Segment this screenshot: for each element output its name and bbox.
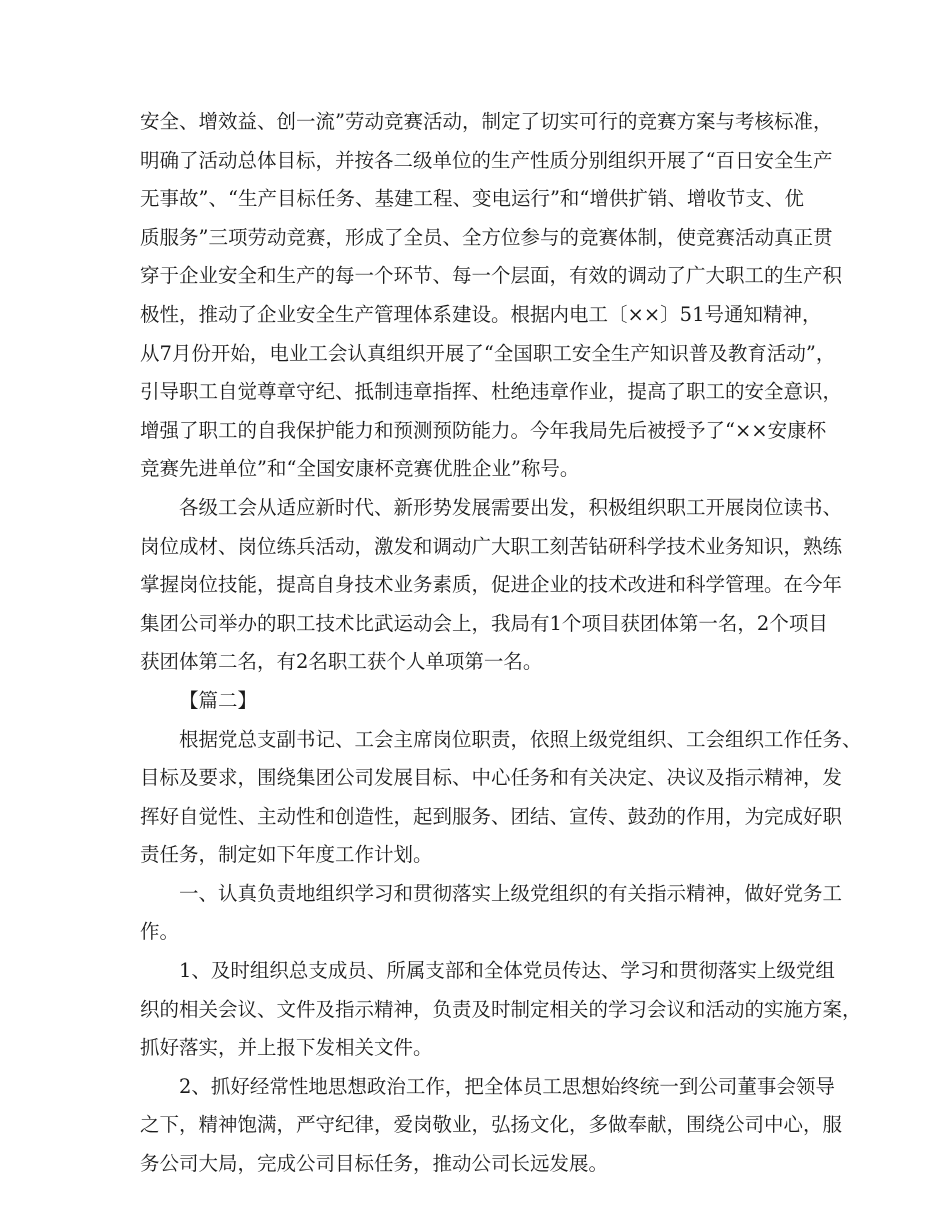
text-line: 之下，精神饱满，严守纪律，爱岗敬业，弘扬文化，多做奉献，围绕公司中心，服 — [140, 1113, 843, 1137]
section-heading — [140, 682, 830, 721]
text-line: 岗位成材、岗位练兵活动，激发和调动广大职工刻苦钻研科学技术业务知识，熟练 — [140, 534, 843, 558]
text-line: 作。 — [140, 920, 180, 944]
text-line: 2、抓好经常性地思想政治工作，把全体员工思想始终统一到公司董事会领导 — [179, 1074, 835, 1098]
text-line: 质服务”三项劳动竞赛，形成了全员、全方位参与的竞赛体制，使竞赛活动真正贯 — [140, 225, 833, 249]
text-line: 集团公司举办的职工技术比武运动会上，我局有1个项目获团体第一名，2个项目 — [140, 611, 828, 635]
paragraph-5 — [140, 952, 862, 1068]
paragraph-6 — [140, 1068, 843, 1184]
text-line: 责任务，制定如下年度工作计划。 — [140, 843, 433, 867]
text-line: 安全、增效益、创一流”劳动竞赛活动，制定了切实可行的竞赛方案与考核标准， — [140, 110, 833, 133]
text-line: 目标及要求，围绕集团公司发展目标、中心任务和有关决定、决议及指示精神，发 — [140, 766, 843, 790]
text-line: 抓好落实，并上报下发相关文件。 — [140, 1036, 433, 1060]
text-line: 一、认真负责地组织学习和贯彻落实上级党组织的有关指示精神，做好党务工 — [179, 881, 843, 905]
text-line: 1、及时组织总支成员、所属支部和全体党员传达、学习和贯彻落实上级党组 — [179, 959, 835, 983]
text-line: 掌握岗位技能，提高自身技术业务素质，促进企业的技术改进和科学管理。在今年 — [140, 573, 843, 597]
text-line: 极性，推动了企业安全生产管理体系建设。根据内电工〔××〕51号通知精神， — [140, 302, 822, 326]
text-line: 增强了职工的自我保护能力和预测预防能力。今年我局先后被授予了“××安康杯 — [140, 418, 827, 442]
section-title: 【篇二】 — [179, 688, 258, 712]
document-body — [140, 103, 862, 1184]
text-line: 根据党总支副书记、工会主席岗位职责，依照上级党组织、工会组织工作任务、 — [179, 727, 862, 751]
text-line: 竞赛先进单位”和“全国安康杯竞赛优胜企业”称号。 — [140, 457, 580, 481]
paragraph-4 — [140, 875, 843, 952]
paragraph-1 — [140, 103, 843, 489]
text-line: 引导职工自觉尊章守纪、抵制违章指挥、杜绝违章作业，提高了职工的安全意识， — [140, 380, 843, 404]
text-line: 穿于企业安全和生产的每一个环节、每一个层面，有效的调动了广大职工的生产积 — [140, 264, 843, 288]
text-line: 无事故”、“生产目标任务、基建工程、变电运行”和“增供扩销、增收节支、优 — [140, 187, 804, 211]
text-line: 挥好自觉性、主动性和创造性，起到服务、团结、宣传、鼓劲的作用，为完成好职 — [140, 804, 843, 828]
text-line: 织的相关会议、文件及指示精神，负责及时制定相关的学习会议和活动的实施方案， — [140, 997, 862, 1021]
text-line: 明确了活动总体目标，并按各二级单位的生产性质分别组织开展了“百日安全生产 — [140, 148, 833, 172]
paragraph-3 — [140, 721, 862, 875]
text-line: 务公司大局，完成公司目标任务，推动公司长远发展。 — [140, 1152, 609, 1176]
text-line: 从7月份开始，电业工会认真组织开展了“全国职工安全生产知识普及教育活动”， — [140, 341, 836, 365]
paragraph-2 — [140, 489, 843, 682]
text-line: 获团体第二名，有2名职工获个人单项第一名。 — [140, 650, 543, 674]
text-line: 各级工会从适应新时代、新形势发展需要出发，积极组织职工开展岗位读书、 — [179, 495, 843, 519]
